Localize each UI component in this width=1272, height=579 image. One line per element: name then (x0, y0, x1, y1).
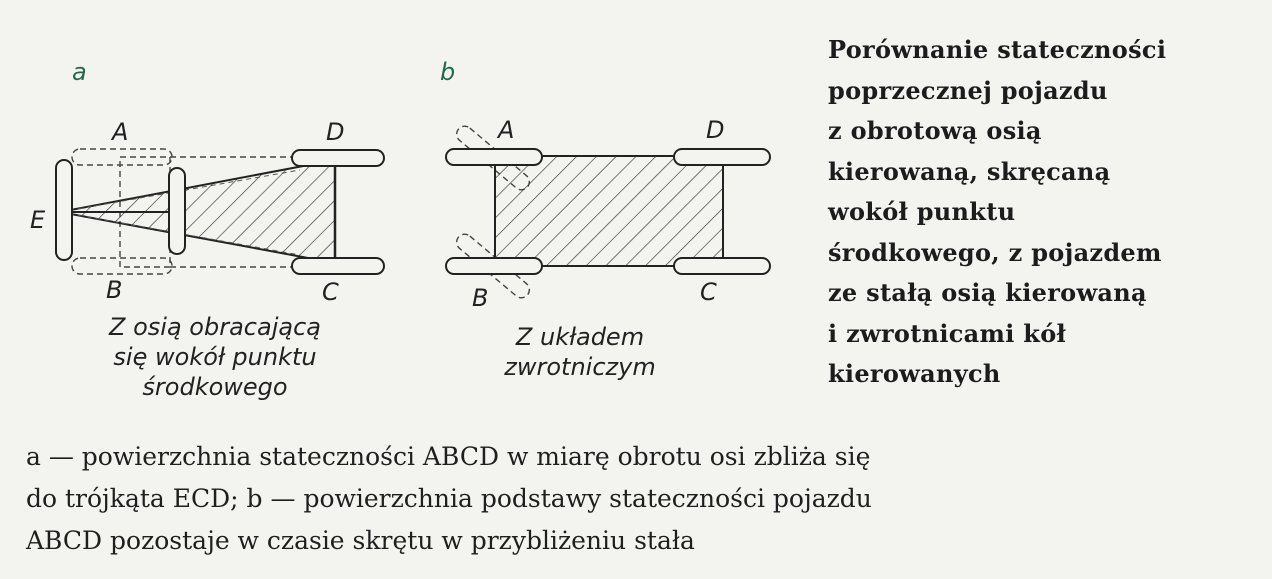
panel-b-caption: Z układem zwrotniczym (504, 323, 656, 381)
panel-a-caption: Z osią obracającą się wokół punktu środkowego (109, 313, 321, 401)
point-b-label-a: B (106, 276, 123, 304)
point-d-label-a: D (326, 118, 345, 146)
wheel-a-b (446, 149, 542, 165)
point-d-label-b: D (706, 116, 725, 144)
point-a-label-a: A (112, 118, 129, 146)
point-b-label-b: B (472, 284, 489, 312)
point-a-label-b: A (498, 116, 515, 144)
point-c-label-a: C (322, 278, 339, 306)
figure-caption: a — powierzchnia stateczności ABCD w miarę obrotu osi zbliża się do trójkąta ECD; b — powierzchnia podstawy stateczności pojazdu ABCD pozostaje w czasie skrętu w przybliżeniu stała (26, 442, 872, 555)
figure-title: Porównanie stateczności poprzecznej pojazdu z obrotową osią kierowaną, skręcaną wokół punktu środkowego, z pojazdem ze stałą osią kierowaną i zwrotnicami kół kierowanych (828, 35, 1167, 388)
wheel-e (56, 160, 72, 260)
wheel-b-b (446, 258, 542, 274)
panel-b-label: b (440, 58, 456, 86)
point-c-label-b: C (700, 278, 717, 306)
wheel-d-b (674, 149, 770, 165)
panel-a-label: a (72, 58, 87, 86)
wheel-c-a (292, 258, 384, 274)
wheel-c-b (674, 258, 770, 274)
diagram-b (446, 116, 770, 312)
point-e-label-a: E (30, 206, 46, 234)
wheel-middle-a (169, 168, 185, 254)
stability-area-b (495, 156, 723, 266)
diagram-a (30, 118, 384, 306)
wheel-d-a (292, 150, 384, 166)
